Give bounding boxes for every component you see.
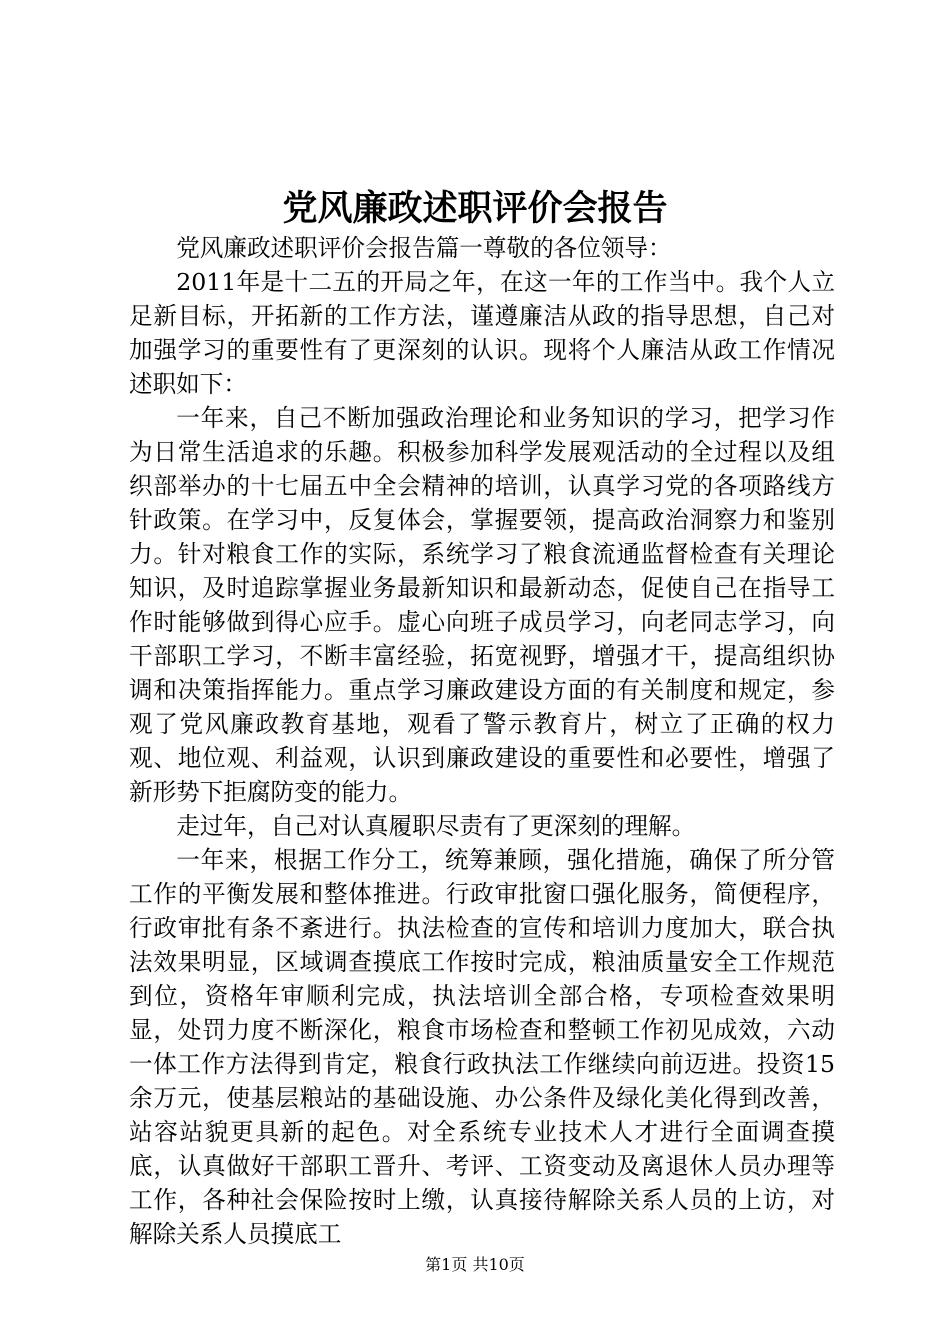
paragraph-intro: 2011年是十二五的开局之年，在这一年的工作当中。我个人立足新目标，开拓新的工作方法，谨遵廉洁从政的指导思想，自己对加强学习的重要性有了更深刻的认识。现将个人廉洁从政工作情况述职如下：: [129, 268, 835, 398]
paragraph-study: 一年来，自己不断加强政治理论和业务知识的学习，把学习作为日常生活追求的乐趣。积极参加科学发展观活动的全过程以及组织部举办的十七届五中全会精神的培训，认真学习党的各项路线方针政策。在学习中，反复体会，掌握要领，提高政治洞察力和鉴别力。针对粮食工作的实际，系统学习了粮食流通监督检查有关理论知识，及时追踪掌握业务最新知识和最新动态，促使自己在指导工作时能够做到得心应手。虚心向班子成员学习，向老同志学习，向干部职工学习，不断丰富经验，拓宽视野，增强才干，提高组织协调和决策指挥能力。重点学习廉政建设方面的有关制度和规定，参观了党风廉政教育基地，观看了警示教育片，树立了正确的权力观、地位观、利益观，认识到廉政建设的重要性和必要性，增强了新形势下拒腐防变的能力。: [129, 404, 835, 806]
document-body: [129, 231, 835, 1251]
page-number-footer: 第1页 共10页: [425, 1255, 525, 1274]
paragraph-salutation: 党风廉政述职评价会报告篇一尊敬的各位领导：: [176, 234, 672, 262]
paragraph-duty: 走过年，自己对认真履职尽责有了更深刻的理解。: [176, 812, 696, 840]
paragraph-work: 一年来，根据工作分工，统筹兼顾，强化措施，确保了所分管工作的平衡发展和整体推进。行政审批窗口强化服务，简便程序，行政审批有条不紊进行。执法检查的宣传和培训力度加大，联合执法效果明显，区域调查摸底工作按时完成，粮油质量安全工作规范到位，资格年审顺利完成，执法培训全部合格，专项检查效果明显，处罚力度不断深化，粮食市场检查和整顿工作初见成效，六动一体工作方法得到肯定，粮食行政执法工作继续向前迈进。投资15余万元，使基层粮站的基础设施、办公条件及绿化美化得到改善，站容站貌更具新的起色。对全系统专业技术人才进行全面调查摸底，认真做好干部职工晋升、考评、工资变动及离退休人员办理等工作，各种社会保险按时上缴，认真接待解除关系人员的上访，对解除关系人员摸底工: [129, 846, 835, 1248]
document-title: 党风廉政述职评价会报告: [282, 188, 668, 229]
